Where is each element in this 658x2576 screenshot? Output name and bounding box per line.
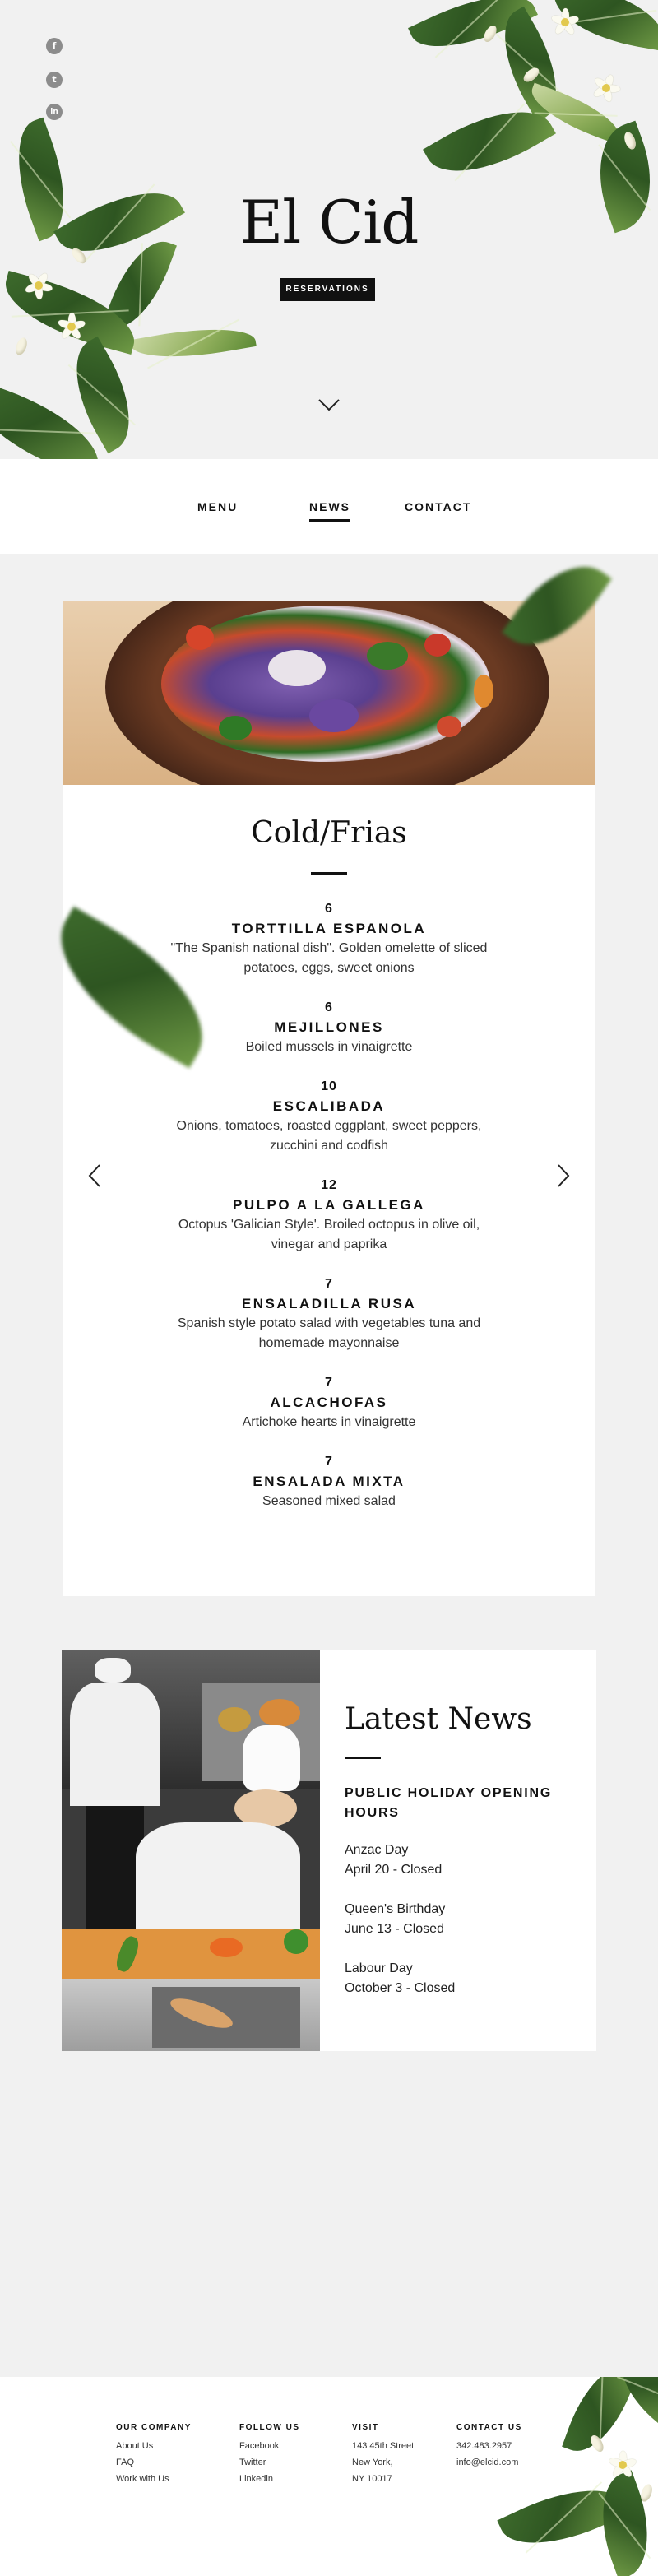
chevron-left-icon[interactable]	[86, 1163, 105, 1188]
menu-item	[164, 1455, 494, 1511]
menu-item	[164, 1277, 494, 1353]
dish-price: 12	[321, 1178, 337, 1192]
dish-name: ENSALADA MIXTA	[253, 1474, 405, 1489]
dish-price: 6	[325, 1000, 333, 1014]
reservations-button[interactable]: RESERVATIONS	[280, 278, 375, 301]
foliage-bottom-right	[485, 2377, 658, 2576]
holiday-item	[345, 1840, 442, 1880]
dish-name: ESCALIBADA	[272, 1098, 386, 1114]
address-line: NY 10017	[352, 2474, 392, 2484]
linkedin-icon[interactable]: in	[46, 104, 63, 120]
news-subtitle: PUBLIC HOLIDAY OPENING HOURS	[345, 1786, 553, 1820]
dish-description: Boiled mussels in vinaigrette	[245, 1040, 413, 1054]
footer-company	[116, 2423, 192, 2487]
menu-card	[63, 601, 595, 1596]
nav-item-menu[interactable]: MENU	[197, 500, 239, 513]
dish-description: Onions, tomatoes, roasted eggplant, sweet peppers, zucchini and codfish	[176, 1119, 482, 1153]
dish-name: ENSALADILLA RUSA	[241, 1296, 417, 1311]
dish-name: PULPO A LA GALLEGA	[233, 1197, 425, 1213]
twitter-icon[interactable]: t	[46, 72, 63, 88]
dish-name: TORTTILLA ESPANOLA	[231, 921, 427, 936]
chevron-down-icon[interactable]	[317, 393, 341, 416]
holiday-date: October 3 - Closed	[345, 1981, 456, 1995]
heading-divider	[311, 872, 347, 875]
dish-name: MEJILLONES	[274, 1019, 384, 1035]
holiday-name: Anzac Day	[345, 1843, 409, 1857]
address-line: 143 45th Street	[352, 2441, 415, 2451]
footer-link-facebook[interactable]: Facebook	[239, 2441, 280, 2451]
footer-heading: OUR COMPANY	[116, 2423, 192, 2432]
dish-price: 7	[325, 1376, 333, 1390]
dish-price: 10	[321, 1079, 337, 1093]
menu-item	[164, 902, 494, 978]
holiday-item	[345, 1900, 445, 1939]
dish-description: "The Spanish national dish". Golden omelette of sliced potatoes, eggs, sweet onions	[170, 941, 488, 975]
chevron-right-icon[interactable]	[553, 1163, 572, 1188]
dish-price: 7	[325, 1277, 333, 1291]
footer-link-work[interactable]: Work with Us	[116, 2474, 169, 2484]
dish-price: 6	[325, 902, 333, 916]
dish-price: 7	[325, 1455, 333, 1469]
dish-name: ALCACHOFAS	[270, 1395, 388, 1410]
nav-item-news[interactable]: NEWS	[309, 500, 350, 513]
main-navigation	[0, 459, 658, 554]
news-title: Latest News	[345, 1702, 532, 1736]
holiday-name: Labour Day	[345, 1961, 413, 1975]
footer-link-linkedin[interactable]: Linkedin	[239, 2474, 273, 2484]
footer-link-about[interactable]: About Us	[116, 2441, 154, 2451]
chef-photo	[62, 1650, 320, 2051]
phone-link[interactable]: 342.483.2957	[456, 2441, 512, 2451]
footer-link-faq[interactable]: FAQ	[116, 2458, 135, 2467]
menu-item	[164, 1376, 494, 1432]
menu-item	[164, 1079, 494, 1156]
hero-section	[0, 0, 658, 459]
holiday-date: April 20 - Closed	[345, 1863, 443, 1877]
dish-description: Artichoke hearts in vinaigrette	[242, 1415, 416, 1429]
facebook-icon[interactable]: f	[46, 38, 63, 54]
nav-item-contact[interactable]: CONTACT	[405, 500, 472, 513]
footer-heading: FOLLOW US	[239, 2423, 300, 2432]
footer-heading: CONTACT US	[456, 2423, 522, 2432]
holiday-name: Queen's Birthday	[345, 1902, 446, 1916]
dish-description: Octopus 'Galician Style'. Broiled octopus in olive oil, vinegar and paprika	[178, 1218, 480, 1251]
footer-heading: VISIT	[352, 2423, 379, 2432]
menu-heading: Cold/Frias	[251, 816, 407, 850]
footer-visit	[352, 2423, 414, 2487]
menu-item	[164, 1000, 494, 1057]
news-card	[320, 1650, 596, 2051]
holiday-item	[345, 1959, 455, 1998]
restaurant-title: El Cid	[239, 188, 419, 257]
email-link[interactable]: info@elcid.com	[456, 2458, 519, 2467]
foliage-left	[0, 123, 280, 459]
footer	[0, 2377, 658, 2576]
holiday-date: June 13 - Closed	[345, 1922, 444, 1936]
dish-description: Spanish style potato salad with vegetables tuna and homemade mayonnaise	[177, 1316, 481, 1350]
footer-follow	[239, 2423, 300, 2487]
heading-divider	[345, 1757, 381, 1759]
footer-link-twitter[interactable]: Twitter	[239, 2458, 266, 2467]
dish-description: Seasoned mixed salad	[262, 1494, 396, 1508]
menu-item	[164, 1178, 494, 1255]
address-line: New York,	[352, 2458, 393, 2467]
